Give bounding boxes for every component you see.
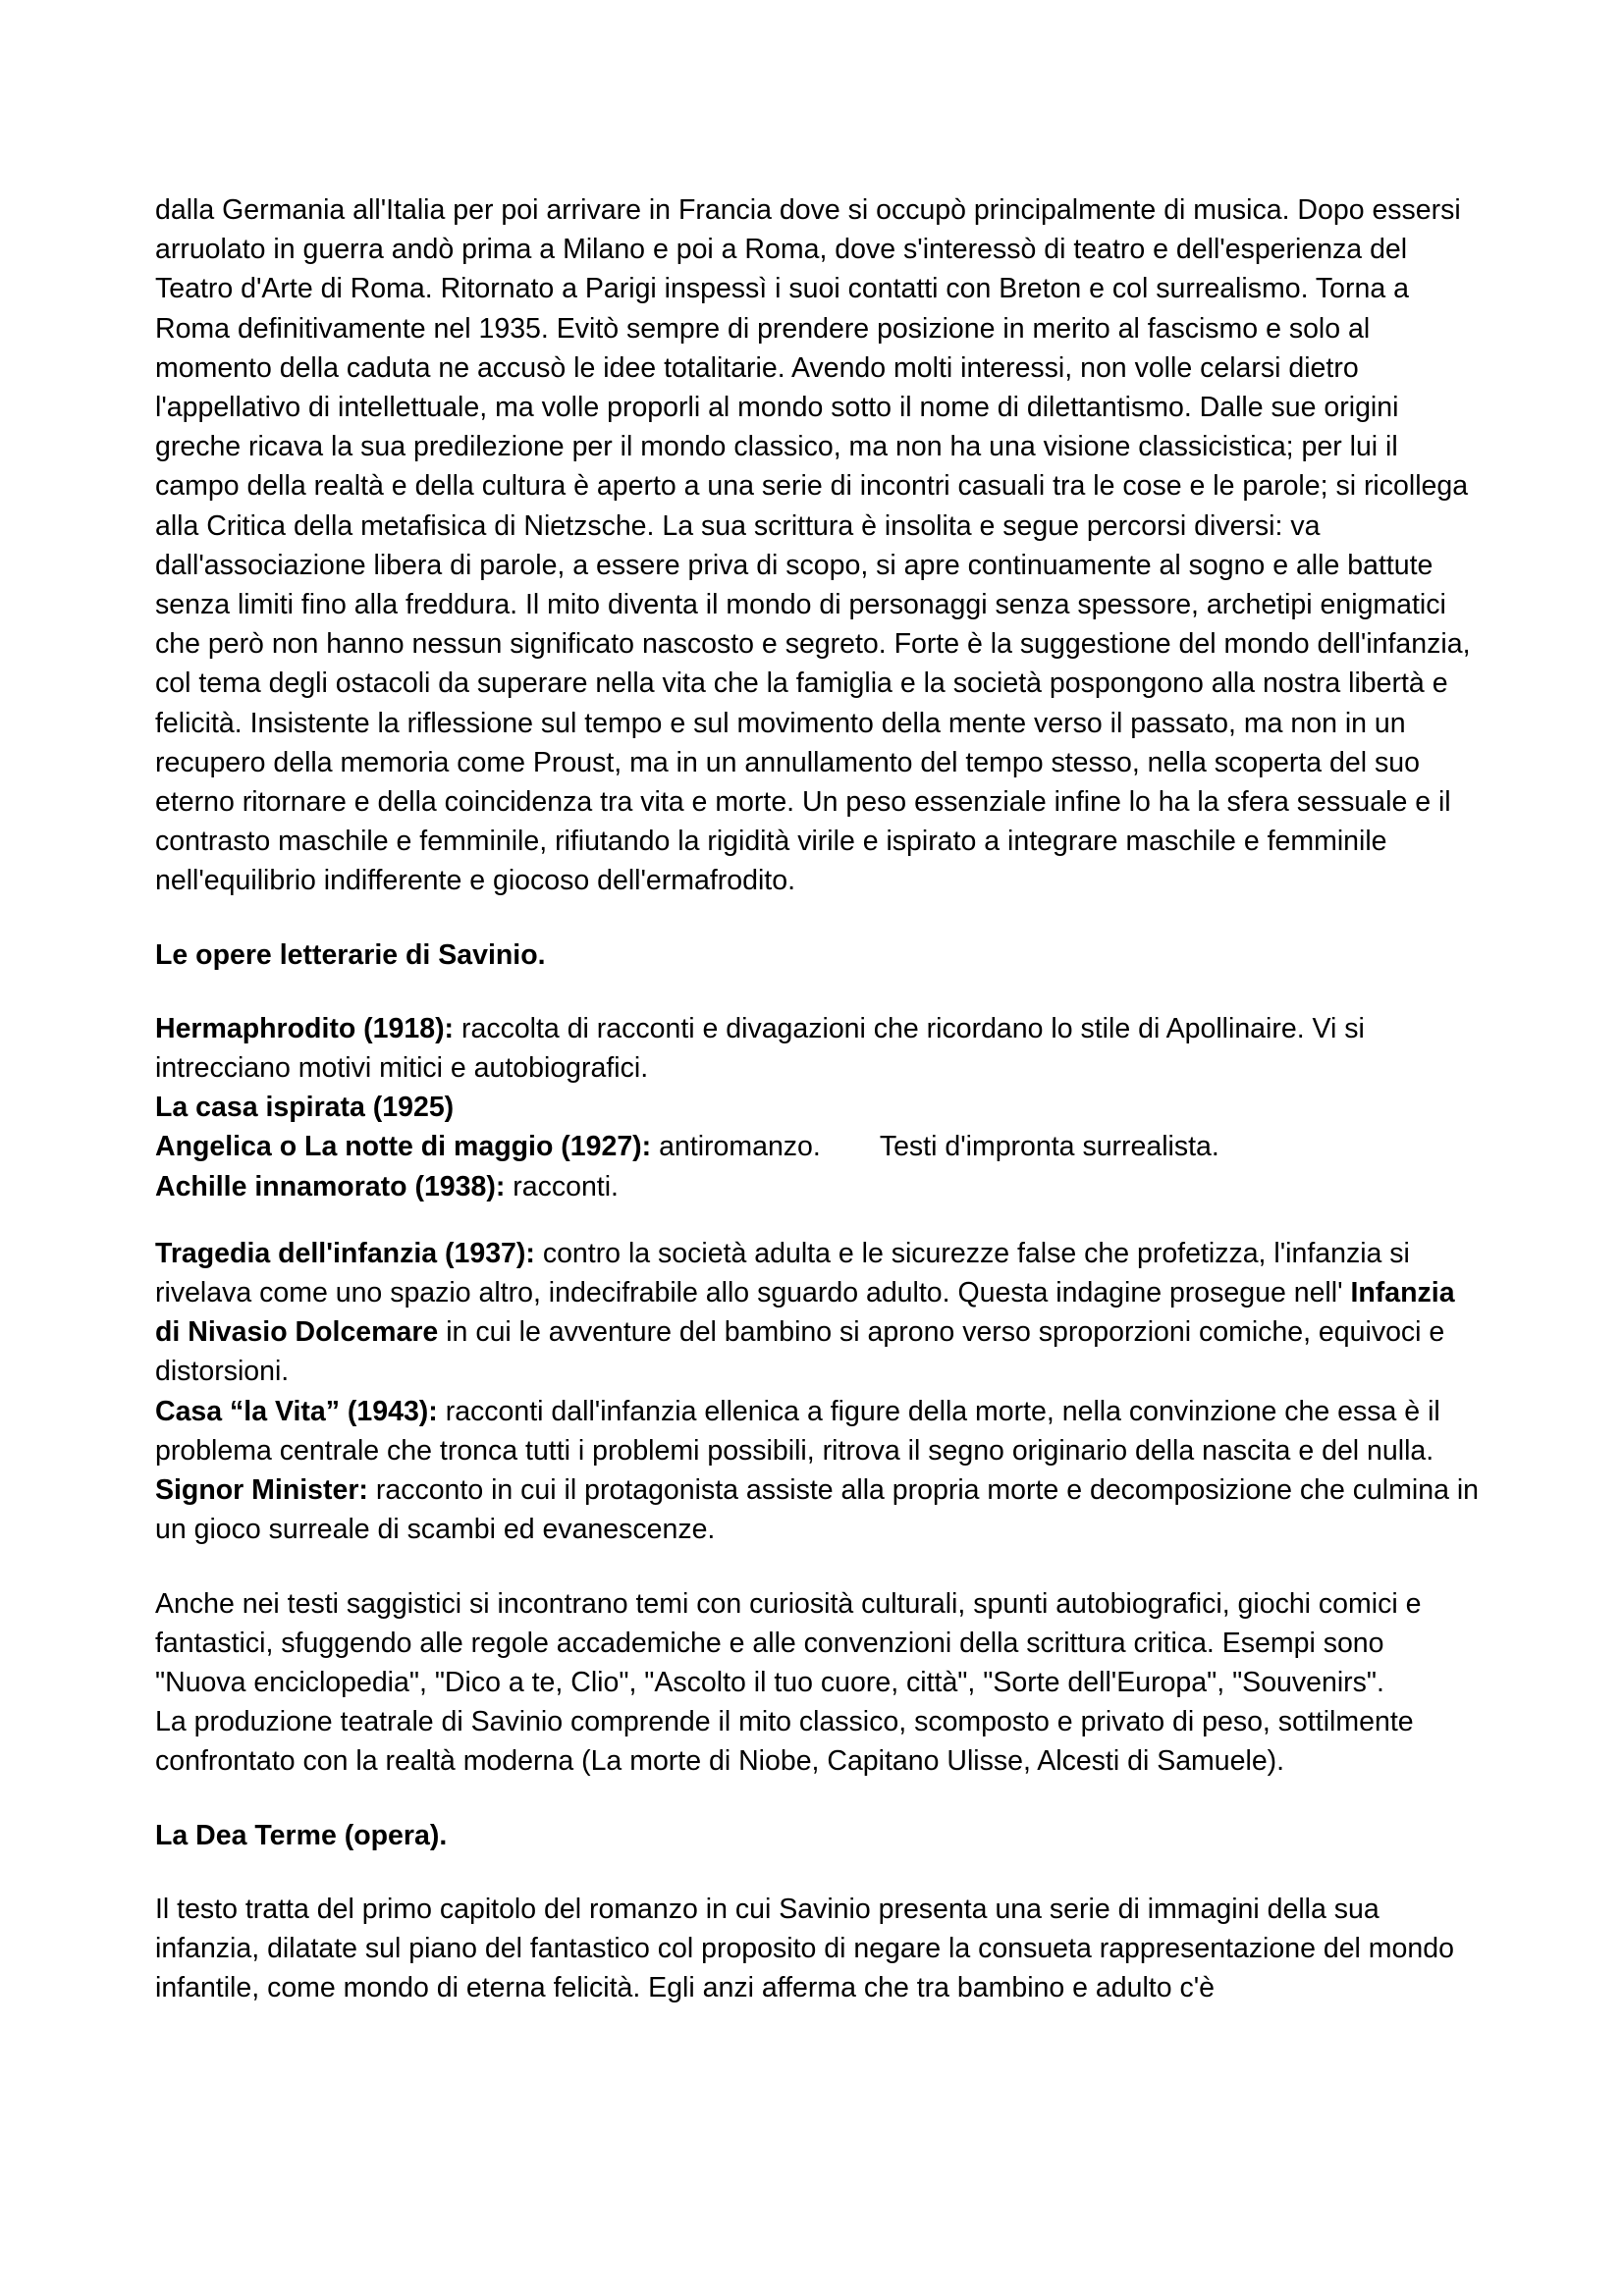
- work-entry-casa-ispirata: [155, 1088, 1481, 1127]
- work-description: contro la società adulta e le sicurezze false che profetizza, l'infanzia si rivelava come uno spazio altro, indecifrabile allo sguardo adulto. Questa indagine prosegue nell': [155, 1237, 1410, 1309]
- work-entry-tragedia: [155, 1234, 1481, 1392]
- work-description: racconti.: [505, 1170, 619, 1202]
- work-entry-hermaphrodito: [155, 1009, 1481, 1088]
- heading-opere-letterarie: Le opere letterarie di Savinio.: [155, 938, 546, 971]
- work-title: Casa “la Vita” (1943):: [155, 1395, 438, 1427]
- document-page: [155, 190, 1481, 2007]
- work-description: antiromanzo.: [651, 1131, 821, 1163]
- work-title: Tragedia dell'infanzia (1937):: [155, 1237, 535, 1269]
- work-title: Signor Minister:: [155, 1474, 368, 1507]
- work-description: racconto in cui il protagonista assiste alla propria morte e decomposizione che culmina in un gioco surreale di scambi ed evanescenze.: [155, 1474, 1480, 1546]
- work-title: Achille innamorato (1938):: [155, 1170, 506, 1202]
- work-description: raccolta di racconti e divagazioni che ricordano lo stile di Apollinaire. Vi si intrecciano motivi mitici e autobiografici.: [155, 1012, 1365, 1085]
- work-entry-achille: [155, 1167, 1481, 1206]
- intro-paragraph: dalla Germania all'Italia per poi arrivare in Francia dove si occupò principalmente di musica. Dopo essersi arruolato in guerra andò prima a Milano e poi a Roma, dove s'interessò di teatro e dell'esperienza del Teatro d'Arte di Roma. Ritornato a Parigi inspessì i suoi contatti con Breton e col surrealismo. Torna a Roma definitivamente nel 1935. Evitò sempre di prendere posizione in merito al fascismo e solo al momento della caduta ne accusò le idee totalitarie. Avendo molti interessi, non volle celarsi dietro l'appellativo di intellettuale, ma volle proporli al mondo sotto il nome di dilettantismo. Dalle sue origini greche ricava la sua predilezione per il mondo classico, ma non ha una visione classicistica; per lui il campo della realtà e della cultura è aperto a una serie di incontri casuali tra le cose e le parole; si ricollega alla Critica della metafisica di Nietzsche. La sua scrittura è insolita e segue percorsi diversi: va dall'associazione libera di parole, a essere priva di scopo, si apre continuamente al sogno e alle battute senza limiti fino alla freddura. Il mito diventa il mondo di personaggi senza spessore, archetipi enigmatici che però non hanno nessun significato nascosto e segreto. Forte è la suggestione del mondo dell'infanzia, col tema degli ostacoli da superare nella vita che la famiglia e la società pospongono alla nostra libertà e felicità. Insistente la riflessione sul tempo e sul movimento della mente verso il passato, ma non in un recupero della memoria come Proust, ma in un annullamento del tempo stesso, nella scoperta del suo eterno ritornare e della coincidenza tra vita e morte. Un peso essenziale infine lo ha la sfera sessuale e il contrasto maschile e femminile, rifiutando la rigidità virile e ispirato a integrare maschile e femminile nell'equilibrio indifferente e giocoso dell'ermafrodito.: [155, 194, 1471, 897]
- work-description: racconti dall'infanzia ellenica a figure della morte, nella convinzione che essa è il problema centrale che tronca tutti i problemi possibili, ritrova il segno originario della nascita e del nulla.: [155, 1395, 1440, 1467]
- works-list-1: [155, 1009, 1481, 1206]
- surrealist-side-note: Testi d'impronta surrealista.: [879, 1131, 1219, 1163]
- work-title: Hermaphrodito (1918):: [155, 1012, 455, 1044]
- work-description-cont: in cui le avventure del bambino si aprono verso sproporzioni comiche, equivoci e distorsioni.: [155, 1316, 1445, 1388]
- dea-terme-paragraph: Il testo tratta del primo capitolo del romanzo in cui Savinio presenta una serie di immagini della sua infanzia, dilatate sul piano del fantastico col proposito di negare la consueta rappresentazione del mondo infantile, come mondo di eterna felicità. Egli anzi afferma che tra bambino e adulto c'è: [155, 1893, 1454, 2004]
- saggistica-paragraph: Anche nei testi saggistici si incontrano temi con curiosità culturali, spunti autobiografici, giochi comici e fantastici, sfuggendo alle regole accademiche e alle convenzioni della scrittura critica. Esempi sono "Nuova enciclopedia", "Dico a te, Clio", "Ascolto il tuo cuore, città", "Sorte dell'Europa", "Souvenirs".: [155, 1587, 1422, 1698]
- work-entry-signor-minister: [155, 1470, 1481, 1549]
- work-inline-title: Infanzia di Nivasio Dolcemare: [155, 1277, 1455, 1349]
- work-entry-casa-la-vita: [155, 1392, 1481, 1470]
- works-list-2: [155, 1234, 1481, 1550]
- work-entry-angelica: [155, 1127, 1481, 1166]
- work-title: Angelica o La notte di maggio (1927):: [155, 1131, 652, 1163]
- heading-dea-terme: La Dea Terme (opera).: [155, 1819, 448, 1851]
- teatro-paragraph: La produzione teatrale di Savinio comprende il mito classico, scomposto e privato di peso, sottilmente confrontato con la realtà moderna (La morte di Niobe, Capitano Ulisse, Alcesti di Samuele).: [155, 1706, 1414, 1778]
- work-title: La casa ispirata (1925): [155, 1092, 455, 1124]
